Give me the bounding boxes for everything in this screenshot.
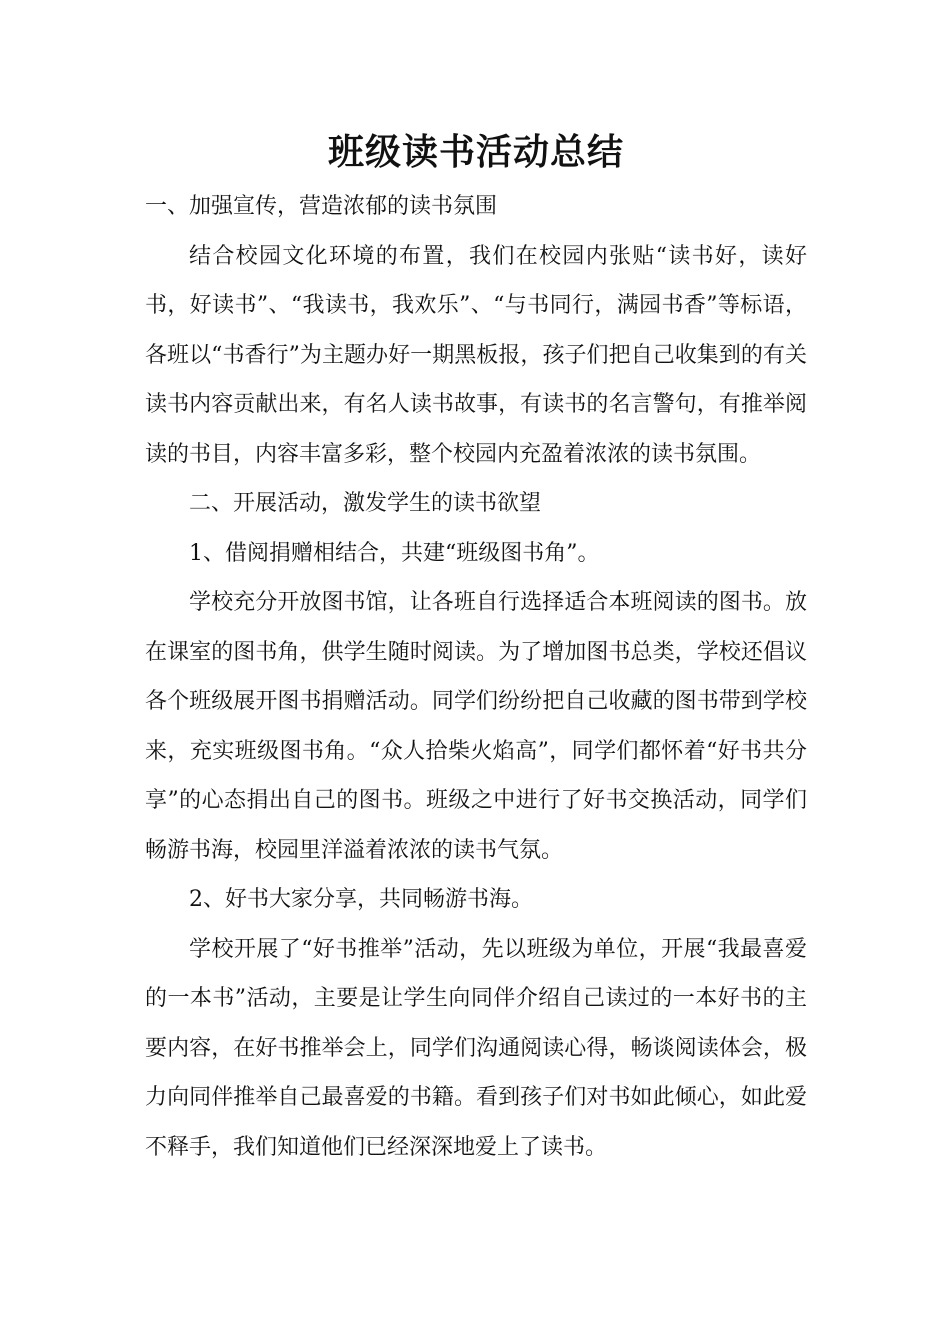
section-heading-2: 二、开展活动，激发学生的读书欲望 <box>189 491 542 516</box>
paragraph-book-corner: 学校充分开放图书馆，让各班自行选择适合本班阅读的图书。放在课室的图书角，供学生随时阅读。为了增加图书总类，学校还倡议各个班级展开图书捐赠活动。同学们纷纷把自己收藏的图书带到学校来，充实班级图书角。“众人拾柴火焰高”，同学们都怀着“好书共分享”的心态捐出自己的图书。班级之中进行了好书交换活动，同学们畅游书海，校园里洋溢着浓浓的读书气氛。 <box>145 590 807 863</box>
document-body <box>145 182 807 1172</box>
paragraph-promotion: 结合校园文化环境的布置，我们在校园内张贴“读书好，读好书，好读书”、“我读书，我欢乐”、“与书同行，满园书香”等标语，各班以“书香行”为主题办好一期黑板报，孩子们把自己收集到的有关读书内容贡献出来，有名人读书故事，有读书的名言警句，有推举阅读的书目，内容丰富多彩，整个校园内充盈着浓浓的读书氛围。 <box>145 243 807 467</box>
paragraph-book-sharing: 学校开展了“好书推举”活动，先以班级为单位，开展“我最喜爱的一本书”活动，主要是让学生向同伴介绍自己读过的一本好书的主要内容，在好书推举会上，同学们沟通阅读心得，畅谈阅读体会，极力向同伴推举自己最喜爱的书籍。看到孩子们对书如此倾心，如此爱不释手，我们知道他们已经深深地爱上了读书。 <box>145 936 807 1160</box>
document-title: 班级读书活动总结 <box>327 132 624 173</box>
subheading-book-sharing: 2、好书大家分享，共同畅游书海。 <box>189 887 533 912</box>
section-heading-1: 一、加强宣传，营造浓郁的读书氛围 <box>145 194 498 219</box>
subheading-book-corner: 1、借阅捐赠相结合，共建“班级图书角”。 <box>189 540 600 566</box>
